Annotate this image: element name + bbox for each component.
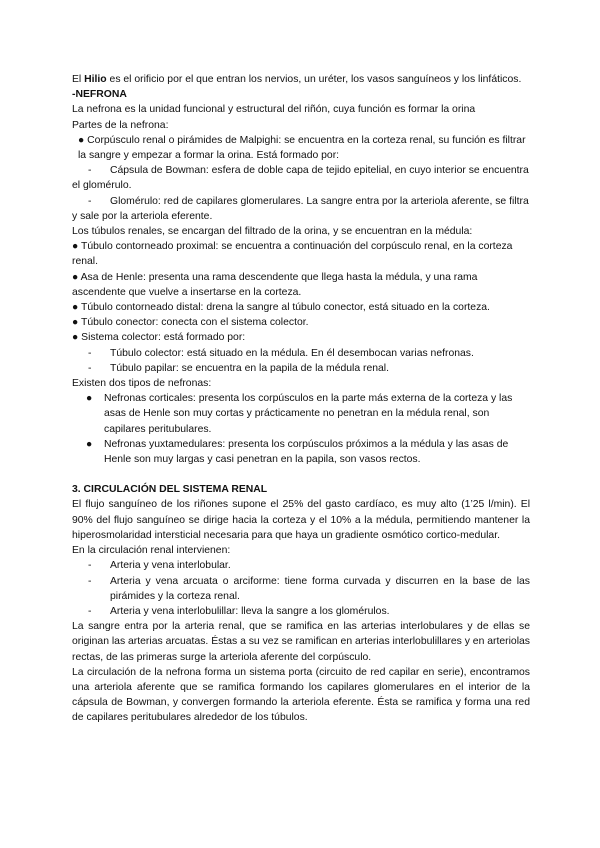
capsula-item [72,163,530,193]
parts-title: Partes de la nefrona: [72,119,169,131]
tubulo-papilar-text: Túbulo papilar: se encuentra en la papila de la médula renal. [110,362,389,374]
capsula-text: Cápsula de Bowman: esfera de doble capa de tejido epitelial, en cuyo interior se encuentra el glomérulo. [72,165,529,192]
circulacion-p2: En la circulación renal intervienen: [72,545,231,557]
asa-henle-item: ● Asa de Henle: presenta una rama descendente que llega hasta la médula, y una rama ascendente que vuelve a insertarse en la corteza. [72,271,478,298]
tipos-intro: Existen dos tipos de nefronas: [72,378,212,390]
tubulo-conector-item: ● Túbulo conector: conecta con el sistema colector. [72,317,309,329]
tubulo-papilar-item [72,361,530,376]
corpusculo-item: ● Corpúsculo renal o pirámides de Malpighi: se encuentra en la corteza renal, su función es filtrar la sangre y empezar a formar la orina. Está formado por: [78,134,526,162]
hilio-pre: El [72,74,85,85]
circulacion-item-2 [72,574,530,604]
dash-marker: - [88,605,92,617]
tubulo-proximal-item: ● Túbulo contorneado proximal: se encuentra a continuación del corpúsculo renal, en la corteza renal. [72,241,513,268]
bullet-marker: ● [86,393,93,405]
hilio-term: Hilio [84,74,107,85]
circulacion-item-1 [72,558,530,573]
yuxtamedulares-text: Nefronas yuxtamedulares: presenta los corpúsculos próximos a la médula y las asas de Henle son muy largas y casi penetran en la papila, son vasos rectos. [104,438,509,466]
section-gap [72,467,530,482]
circulacion-item-3-text: Arteria y vena interlobulillar: lleva la sangre a los glomérulos. [110,605,390,617]
bullet-marker: ● [86,438,93,450]
circulacion-p3: La sangre entra por la arteria renal, que se ramifica en las arterias interlobulares y de ellas se originan las arterias arcuatas. Éstas a su vez se ramifican en arterias interlobulillares y en arteriolas rectas, de las primeras surge la arteriola aferente del corpúsculo. [72,621,530,663]
circulacion-heading: 3. CIRCULACIÓN DEL SISTEMA RENAL [72,484,268,496]
dash-marker: - [88,560,92,572]
dash-marker: - [88,195,92,207]
yuxtamedulares-item [72,437,530,467]
hilio-paragraph [72,72,530,87]
dash-marker: - [88,165,92,177]
dash-marker: - [88,347,92,359]
hilio-text: es el orificio por el que entran los nervios, un uréter, los vasos sanguíneos y los linfáticos. [106,74,522,85]
glomerulo-item [72,194,530,224]
dash-marker: - [88,575,92,587]
nefrona-intro: La nefrona es la unidad funcional y estructural del riñón, cuya función es formar la orina [72,104,476,116]
sistema-colector-item: ● Sistema colector: está formado por: [72,332,246,344]
circulacion-p1: El flujo sanguíneo de los riñones supone el 25% del gasto cardíaco, es muy alto (1’25 l/min). El 90% del flujo sanguíneo se dirige hacia la corteza y el 10% a la médula, permitiendo mantener la hiperosmolaridad intersticial necesaria para que haya un gradiente osmótico cortico-medular. [72,499,530,541]
circulacion-item-1-text: Arteria y vena interlobular. [110,560,231,572]
corticales-text: Nefronas corticales: presenta los corpúsculos en la parte más externa de la corteza y las asas de Henle son muy cortas y prácticamente no penetran en la médula renal, son capilares peritubulares. [104,393,513,435]
tubulo-distal-item: ● Túbulo contorneado distal: drena la sangre al túbulo conector, está situado en la corteza. [72,302,490,314]
circulacion-item-3 [72,604,530,619]
tubulos-intro: Los túbulos renales, se encargan del filtrado de la orina, y se encuentran en la médula: [72,226,473,238]
circulacion-p4: La circulación de la nefrona forma un sistema porta (circuito de red capilar en serie), encontramos una arteriola aferente que se ramifica formando los capilares glomerulares en el interior de la cápsula de Bowman, y convergen formando la arteriola eferente. Ésta se ramifica y forma una red de capilares peritubulares alrededor de los túbulos. [72,666,530,724]
circulacion-item-2-text: Arteria y vena arcuata o arciforme: tiene forma curvada y discurren en la base de las pirámides y la corteza renal. [110,575,530,602]
corticales-item [72,391,530,437]
nefrona-heading: -NEFRONA [72,89,127,101]
glomerulo-text: Glomérulo: red de capilares glomerulares. La sangre entra por la arteriola aferente, se filtra y sale por la arteriola eferente. [72,195,529,222]
tubulo-colector-item [72,346,530,361]
tubulo-colector-text: Túbulo colector: está situado en la médula. En él desembocan varias nefronas. [110,347,474,359]
dash-marker: - [88,362,92,374]
